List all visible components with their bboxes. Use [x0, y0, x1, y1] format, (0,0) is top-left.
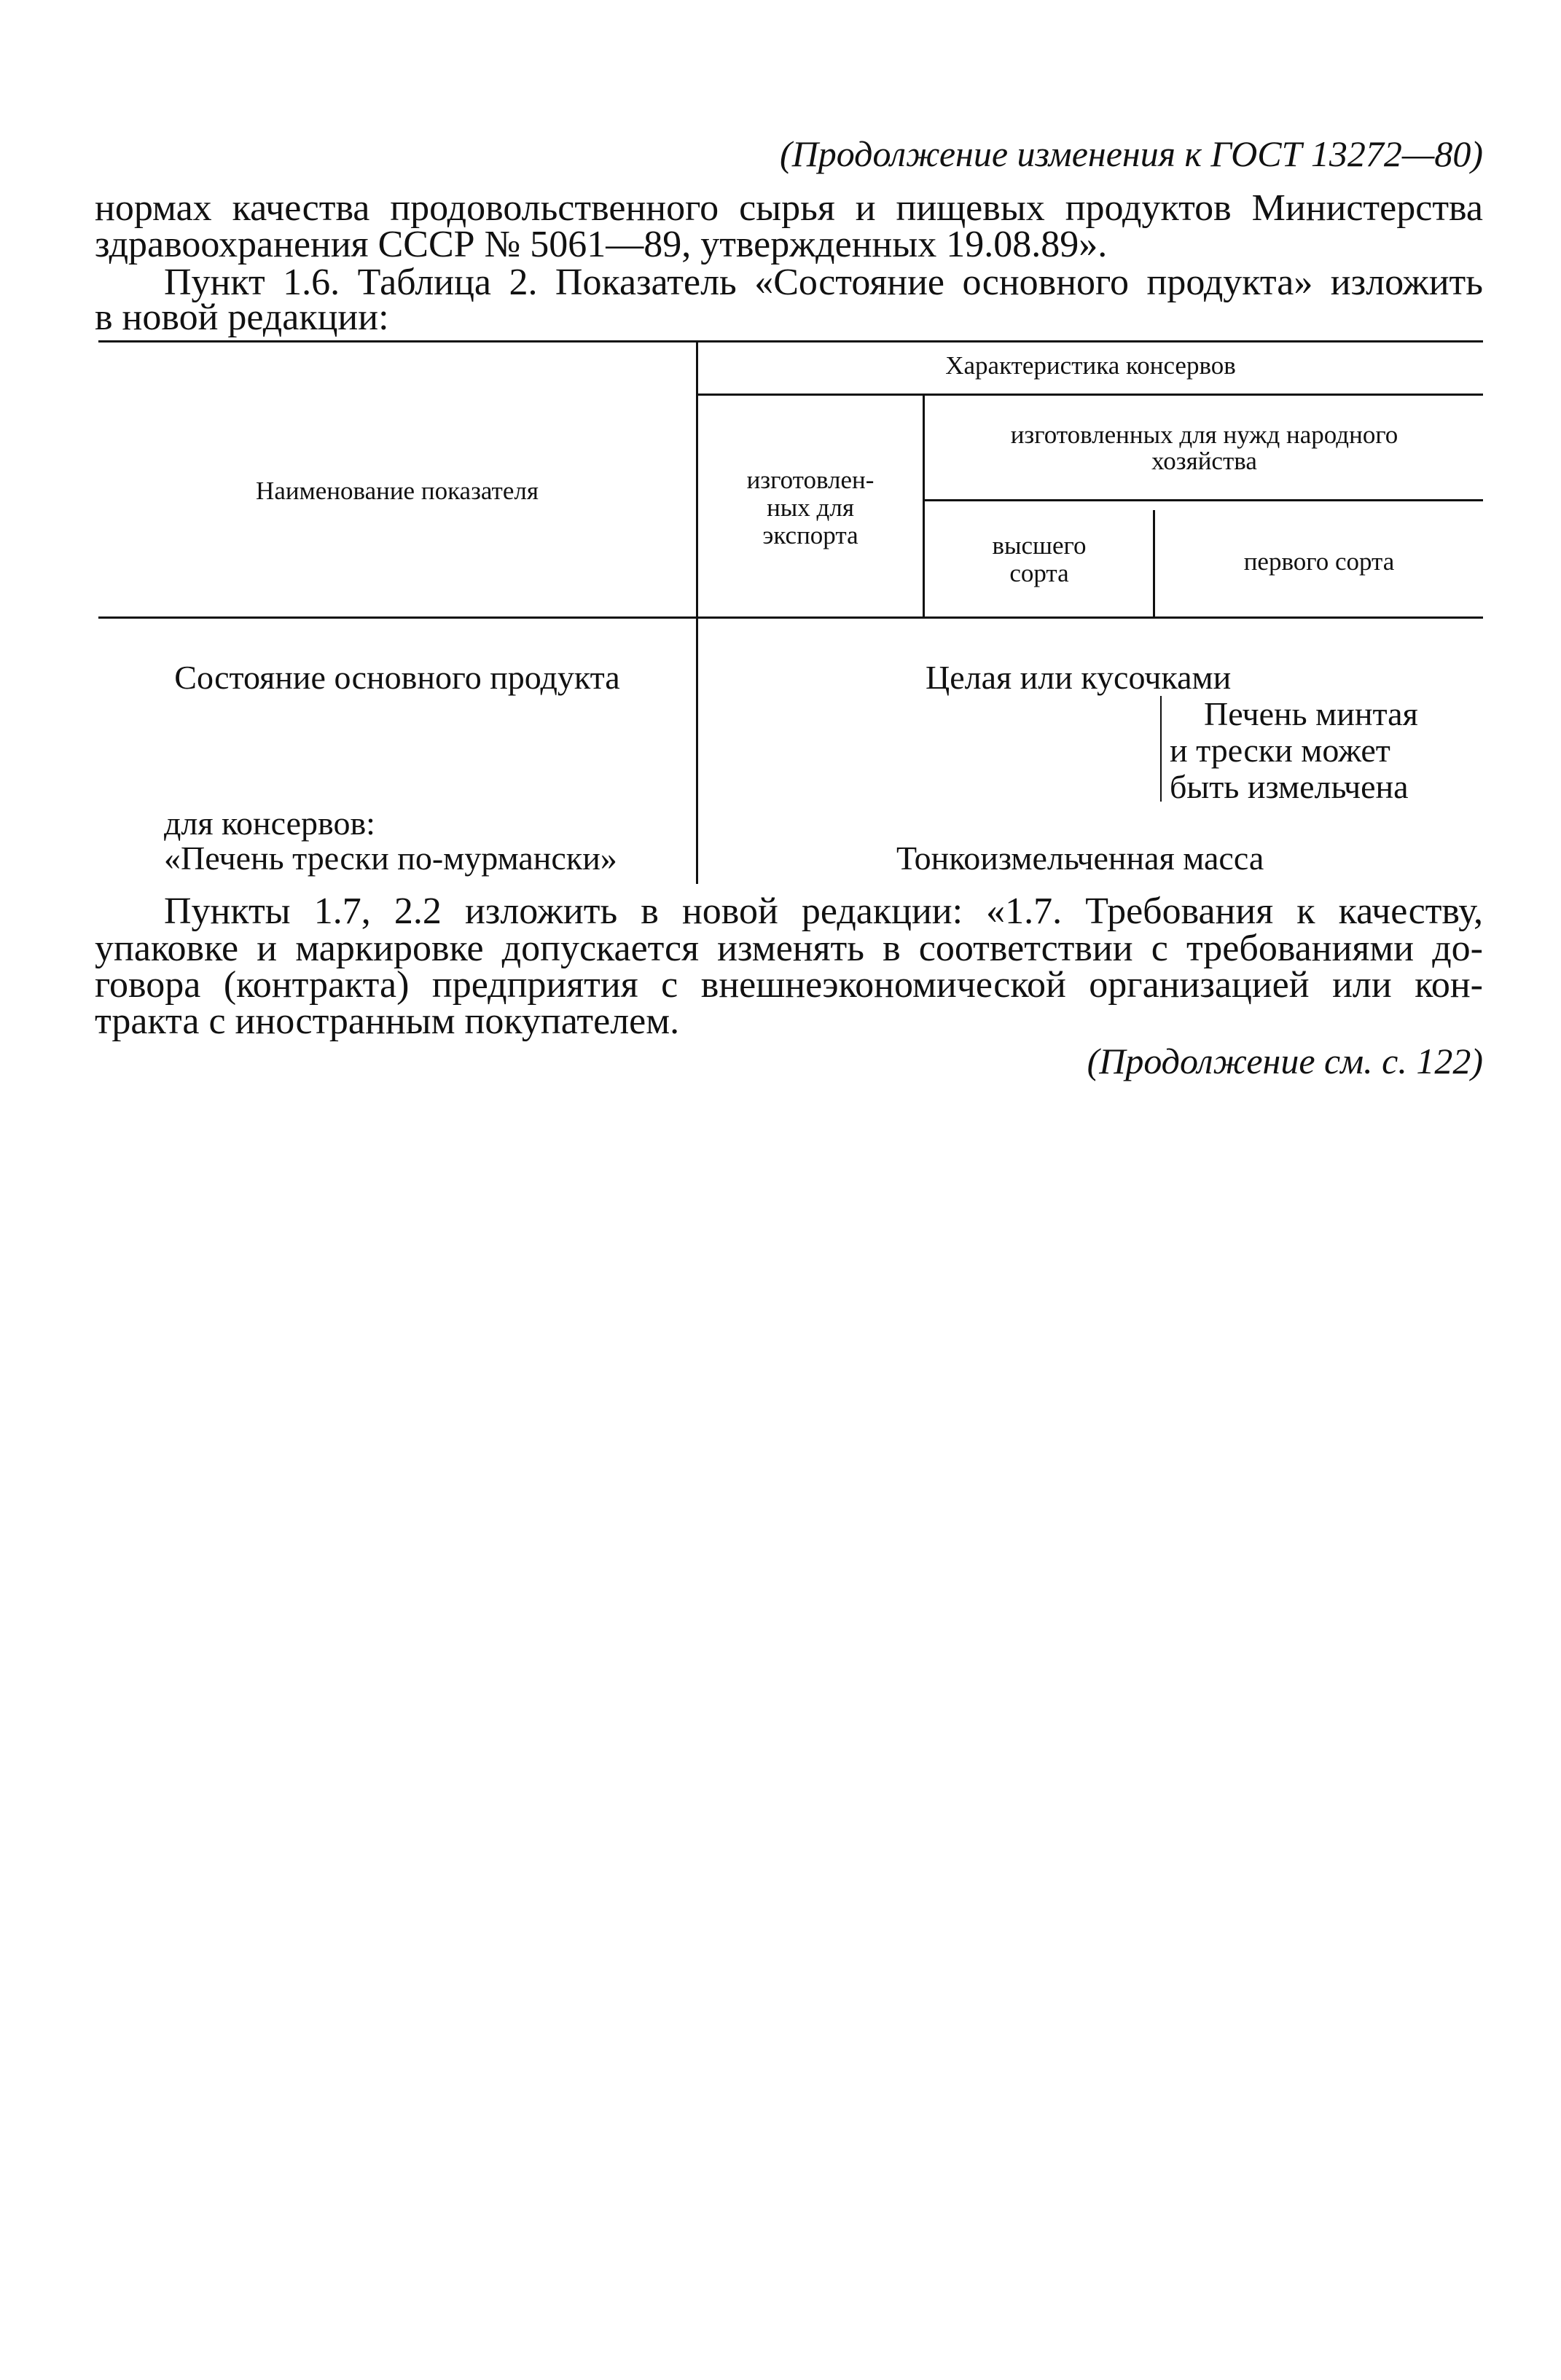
row1-note-2: и трески может — [1170, 732, 1390, 769]
header-domestic-1: изготовленных для нужд народного — [1010, 420, 1398, 449]
row2-value: Тонкоизмельченная масса — [896, 839, 1264, 877]
header-first-grade: первого сорта — [1243, 547, 1395, 576]
header-highest-1: высшего — [992, 531, 1087, 560]
row1-note-1: Печень минтая — [1204, 695, 1418, 732]
intro-line-2: здравоохранения СССР № 5061—89, утвержденных 19.08.89». — [95, 224, 1108, 265]
table-main-divider — [696, 342, 698, 884]
header-highest-2: сорта — [1009, 559, 1069, 587]
outro-line-2: упаковке и маркировке допускается изменять в соответствии с требованиями до- — [95, 928, 1483, 969]
note-bracket — [1160, 696, 1162, 802]
characteristic-rule — [698, 394, 1483, 396]
domestic-rule — [924, 499, 1483, 501]
intro-line-3: Пункт 1.6. Таблица 2. Показатель «Состояние основного продукта» изложить — [164, 262, 1483, 303]
continuation-header: (Продолжение изменения к ГОСТ 13272—80) — [780, 133, 1483, 174]
row1-note-3: быть измельчена — [1170, 768, 1409, 805]
header-export-3: экспорта — [762, 521, 858, 549]
table-top-rule — [98, 340, 1483, 342]
intro-line-1: нормах качества продовольственного сырья и пищевых продуктов Министерства — [95, 187, 1483, 229]
outro-line-4: тракта с иностранным покупателем. — [95, 1001, 680, 1042]
header-domestic-2: хозяйства — [1151, 447, 1257, 475]
row2-indicator-1: для консервов: — [164, 805, 375, 842]
intro-line-4: в новой редакции: — [95, 297, 389, 338]
outro-line-3: говора (контракта) предприятия с внешнеэкономической организацией или кон- — [95, 964, 1483, 1006]
header-export-2: ных для — [767, 493, 854, 522]
outro-line-1: Пункты 1.7, 2.2 изложить в новой редакции: «1.7. Требования к качеству, — [164, 890, 1483, 932]
row1-indicator: Состояние основного продукта — [174, 659, 620, 696]
row2-indicator-2: «Печень трески по-мурмански» — [164, 839, 617, 877]
table-header-bottom-rule — [98, 616, 1483, 619]
row1-value: Целая или кусочками — [926, 659, 1232, 696]
continuation-reference: (Продолжение см. с. 122) — [1087, 1041, 1483, 1081]
export-domestic-divider — [923, 394, 925, 616]
header-export-1: изготовлен- — [746, 466, 875, 494]
header-indicator-name: Наименование показателя — [256, 477, 539, 505]
header-characteristic: Характеристика консервов — [945, 351, 1236, 380]
